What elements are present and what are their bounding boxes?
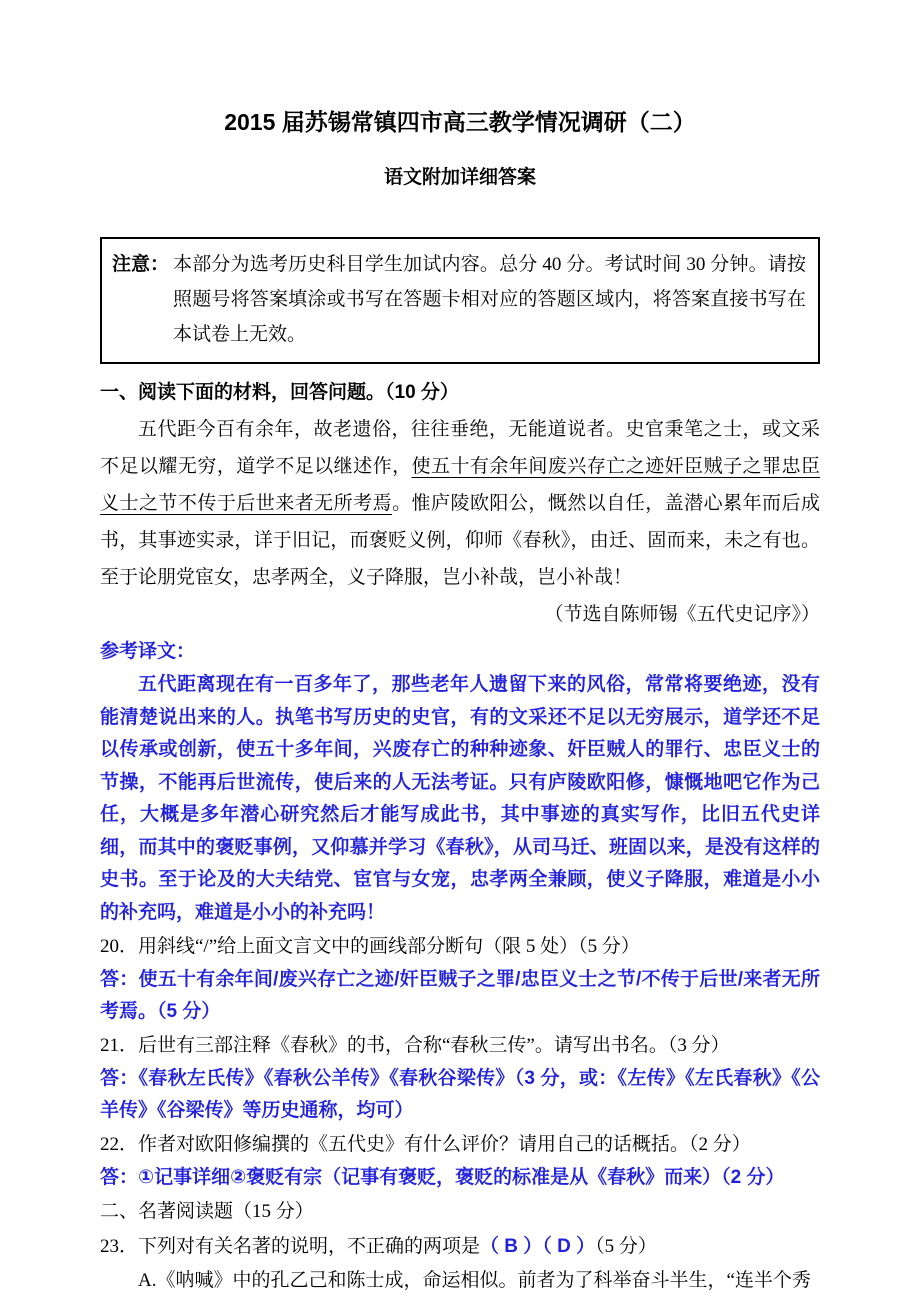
notice-label: 注意： <box>112 254 170 275</box>
passage-post-underline: 。惟庐陵欧阳公，慨然以自任，盖潜心累年而后成书，其事迹实录，详于旧记，而褒贬义例，仰师《春秋》，由迁、固而来，未之有也。至于论朋党宦女，忠孝两全，义子降服，岂小补哉，岂小补哉！ <box>100 493 820 588</box>
passage-source: （节选自陈师锡《五代史记序》） <box>544 604 820 625</box>
passage-pre-underline: 五代距今百有余年，故老遗俗，往往垂绝，无能道说者。史官秉笔之士，或文采不足以耀无穷，道学不足以继述作， <box>100 419 820 477</box>
notice-text: 本部分为选考历史科目学生加试内容。总分 40 分。考试时间 30 分钟。请按照题号将答案填涂或书写在答题卡相对应的答题区域内，将答案直接书写在本试卷上无效。 <box>173 254 806 345</box>
answer-22: 答：①记事详细②褒贬有宗（记事有褒贬，褒贬的标准是从《春秋》而来）（2 分） <box>100 1167 785 1188</box>
page-subtitle: 语文附加详细答案 <box>383 167 536 188</box>
question-23-prefix: 23．下列对有关名著的说明，不正确的两项是 <box>100 1236 481 1257</box>
question-23-option-a: A.《呐喊》中的孔乙己和陈士成，命运相似。前者为了科举奋斗半生，“连半个秀 <box>138 1270 811 1291</box>
question-20: 20．用斜线“/”给上面文言文中的画线部分断句（限 5 处）（5 分） <box>100 936 640 957</box>
passage-underlined-segment: 使五十有余年间废兴存亡之迹奸臣贼子之罪忠臣义士之节不传于后世来者无所考焉 <box>100 456 820 514</box>
section2-heading: 二、名著阅读题（15 分） <box>100 1201 314 1222</box>
page-title: 2015 届苏锡常镇四市高三教学情况调研（二） <box>224 109 696 135</box>
question-23-stem <box>100 1229 820 1263</box>
answer-20: 答：使五十有余年间/废兴存亡之迹/奸臣贼子之罪/忠臣义士之节/不传于后世/来者无所考焉。（5 分） <box>100 969 820 1022</box>
translation-label: 参考译文： <box>100 641 196 662</box>
notice-box <box>100 237 820 364</box>
question-22: 22．作者对欧阳修编撰的《五代史》有什么评价？请用自己的话概括。（2 分） <box>100 1134 751 1155</box>
translation-text: 五代距离现在有一百多年了，那些老年人遗留下来的风俗，常常将要绝迹，没有能清楚说出来的人。执笔书写历史的史官，有的文采还不足以无穷展示，道学还不足以传承或创新，使五十多年间，兴废存亡的种种迹象、奸臣贼人的罪行、忠臣义士的节操，不能再后世流传，使后来的人无法考证。只有庐陵欧阳修，慷慨地吧它作为己任，大概是多年潜心研究然后才能写成此书，其中事迹的真实写作，比旧五代史详细，而其中的褒贬事例，又仰慕并学习《春秋》，从司马迁、班固以来，是没有这样的史书。至于论及的大夫结党、宦官与女宠，忠孝两全兼顾，使义子降服，难道是小小的补充吗，难道是小小的补充吗！ <box>100 674 820 923</box>
classical-passage <box>100 411 820 596</box>
section1-heading: 一、阅读下面的材料，回答问题。（10 分） <box>100 382 459 403</box>
question-23-suffix: （5 分） <box>595 1236 657 1257</box>
question-23-answer-letters: （ B ）（ D ） <box>480 1236 596 1257</box>
answer-21: 答：《春秋左氏传》《春秋公羊传》《春秋谷梁传》（3 分，或：《左传》《左氏春秋》《公羊传》《谷梁传》等历史通称，均可） <box>100 1068 820 1121</box>
question-21: 21．后世有三部注释《春秋》的书，合称“春秋三传”。请写出书名。（3 分） <box>100 1035 730 1056</box>
